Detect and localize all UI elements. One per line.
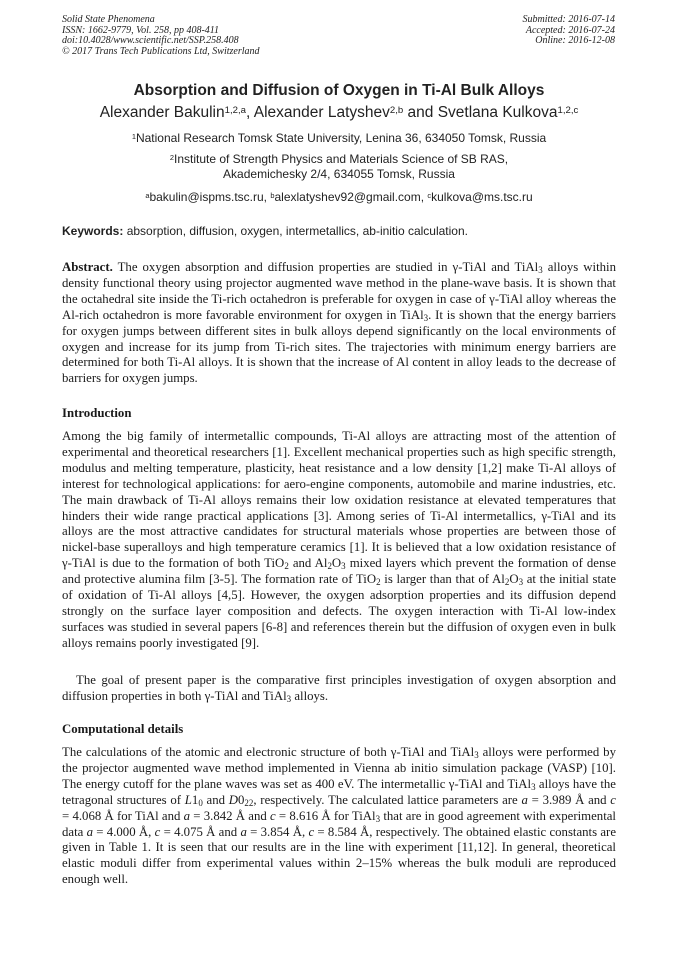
body-text: alloys. — [291, 688, 329, 703]
subscript: 2 — [327, 561, 332, 572]
keywords-label: Keywords: — [62, 224, 124, 238]
body-text: 1 — [191, 792, 199, 807]
italic-symbol: a — [521, 792, 528, 807]
email-address[interactable]: alexlatyshev92@gmail.com — [274, 190, 421, 204]
body-text: Among the big family of intermetallic compounds, Ti-Al alloys are attracting most of the attention of experimental and theoretical researchers [1]. Excellent mechanical properties such as high specific strength, modulus and melting temperature, plasticity, heat resistance and a low density [1,2] make Ti-Al alloys of interest for technological applications: for aero-engine components, automobile and marine industries, etc. The main drawback of Ti-Al alloys remains their low oxidation resistance at elevated temperatures that hinders their wide range practical applications [3]. Among series of Ti-Al intermetallics, γ-TiAl and its alloys are the most attractive candidates for structural materials whose properties are between those of nickel-base superalloys and high temperature ceramics [1]. It is believed that a low oxidation resistance of γ-TiAl is due to the formation of both TiO — [62, 429, 616, 571]
author-affiliation-mark: 2,b — [389, 104, 404, 116]
body-text: alloys have the tetragonal structures of — [62, 776, 616, 807]
body-text: mixed layers which prevent the formation of dense and protective alumina film [3-5]. The formation rate of TiO — [62, 556, 616, 587]
affiliation-1 — [0, 131, 678, 146]
author-name: Alexander Bakulin — [99, 104, 225, 121]
abstract-text: The oxygen absorption and diffusion properties are studied in γ-TiAl and TiAl — [112, 260, 539, 274]
subscript: 3 — [538, 265, 543, 276]
subscript: 3 — [423, 312, 429, 323]
body-text: and Al — [288, 556, 328, 571]
italic-symbol: D — [228, 792, 239, 807]
computational-details-heading: Computational details — [62, 722, 184, 736]
paper-title: Absorption and Diffusion of Oxygen in Ti-Al Bulk Alloys — [133, 82, 545, 99]
keywords-line — [62, 224, 616, 238]
italic-symbol: c — [154, 824, 161, 839]
affiliation-text: National Research Tomsk State University, Lenina 36, 634050 Tomsk, Russia — [135, 131, 547, 145]
subscript: 3 — [375, 813, 381, 824]
introduction-paragraph-1 — [62, 429, 616, 652]
body-text: = 8.616 Å for TiAl — [275, 808, 376, 823]
affiliation-2 — [0, 152, 678, 182]
online-date: Online: 2016-12-08 — [535, 35, 615, 46]
subscript: 3 — [341, 561, 346, 572]
author-separator: , — [245, 104, 254, 121]
body-text: = 3.989 Å and — [527, 792, 611, 807]
doi-line: doi:10.4028/www.scientific.net/SSP.258.408 — [62, 35, 239, 46]
italic-symbol: c — [308, 824, 315, 839]
subscript: 0 — [198, 797, 203, 808]
italic-symbol: a — [240, 824, 247, 839]
subscript: 3 — [286, 694, 292, 705]
body-text: is larger than that of Al — [380, 572, 505, 587]
body-text: = 3.854 Å, — [246, 824, 309, 839]
subscript: 2 — [376, 577, 381, 588]
body-text: The calculations of the atomic and electronic structure of both γ-TiAl and TiAl — [62, 745, 475, 759]
subscript: 3 — [531, 782, 536, 793]
email-line — [0, 190, 678, 205]
keywords-text: absorption, diffusion, oxygen, intermetallics, ab-initio calculation. — [123, 224, 468, 238]
body-text: alloys were performed by the projector augmented wave method implemented in Vienna ab initio simulation package (VASP) [10]. The energy cutoff for the plane waves was set as 400 eV. The intermetallic γ-TiAl and TiAl — [62, 745, 616, 791]
accepted-date: Accepted: 2016-07-24 — [525, 24, 615, 36]
abstract-text: . It is shown that the energy barriers for oxygen jumps between different sites in bulk alloys depend significantly on the local environments of oxygen and increase for its jump from Ti-rich sites. The trajectories with minimum energy barriers are determined for both Ti-Al alloys. It is shown that the increase of Al content in alloy leads to the decrease of barriers for oxygen jumps. — [62, 307, 617, 386]
subscript: 2 — [284, 561, 289, 572]
body-text: at the initial state of oxidation of Ti-Al alloys [4,5]. However, the oxygen adsorption properties and its diffusion depend strongly on the surface layer composition and defects. The oxygen interaction with Ti-Al low-index surfaces was studied in several papers [6-8] and references therein but the diffusion of oxygen even in bulk alloys remains poorly investigated [9]. — [62, 572, 617, 650]
affiliation-address: Akademichesky 2/4, 634055 Tomsk, Russia — [223, 167, 455, 181]
body-text: The goal of present paper is the comparative first principles investigation of oxygen absorption and diffusion properties in both γ-TiAl and TiAl — [62, 673, 616, 703]
affiliation-mark: 2 — [169, 152, 174, 162]
journal-header-right — [523, 15, 616, 47]
email-mark: a — [145, 190, 150, 200]
body-text: = 4.068 Å for TiAl and — [62, 808, 184, 823]
affiliation-mark: 1 — [131, 131, 136, 141]
abstract-paragraph — [62, 260, 616, 387]
body-text: that are in good agreement with experimental data — [62, 808, 616, 839]
italic-symbol: c — [270, 808, 276, 823]
email-address[interactable]: kulkova@ms.tsc.ru — [431, 190, 533, 204]
italic-symbol: a — [183, 808, 191, 823]
italic-symbol: c — [610, 792, 616, 807]
email-address[interactable]: bakulin@ispms.tsc.ru — [149, 190, 264, 204]
subscript: 22 — [244, 797, 254, 808]
body-text: = 8.584 Å, respectively. The obtained elastic constants are given in Table 1. It is seen that our results are in the line with experiment [11,12]. In general, theoretical elastic moduli differ from experimental values within 2–15% whereas the bulk moduli are reproduced enough well. — [62, 824, 617, 887]
author-name: Svetlana Kulkova — [437, 104, 558, 121]
body-text: O — [331, 556, 342, 571]
journal-header-left — [62, 15, 260, 57]
computational-details-paragraph — [62, 745, 616, 888]
copyright-line: © 2017 Trans Tech Publications Ltd, Switzerland — [62, 45, 260, 57]
author-affiliation-mark: 1,2,a — [224, 104, 246, 116]
affiliation-text: Institute of Strength Physics and Materials Science of SB RAS, — [173, 152, 509, 166]
author-name: Alexander Latyshev — [253, 104, 390, 121]
subscript: 3 — [474, 750, 479, 761]
submitted-date: Submitted: 2016-07-14 — [522, 14, 615, 25]
body-text: = 3.842 Å and — [190, 808, 270, 823]
issn-line: ISSN: 1662-9779, Vol. 258, pp 408-411 — [62, 24, 220, 36]
italic-symbol: a — [86, 824, 94, 839]
email-mark: b — [270, 190, 275, 200]
journal-name: Solid State Phenomena — [62, 14, 155, 25]
body-text: = 4.000 Å, — [93, 824, 155, 839]
italic-symbol: L — [184, 792, 192, 807]
subscript: 2 — [504, 577, 510, 588]
author-affiliation-mark: 1,2,c — [557, 104, 579, 116]
abstract-label: Abstract. — [62, 260, 113, 274]
body-text: , respectively. The calculated lattice parameters are — [253, 792, 522, 807]
introduction-heading: Introduction — [62, 406, 132, 420]
email-mark: c — [427, 190, 432, 200]
introduction-paragraph-2 — [62, 673, 616, 705]
body-text: 0 — [238, 792, 245, 807]
body-text: = 4.075 Å and — [160, 824, 241, 839]
body-text: and — [202, 792, 229, 807]
body-text: O — [509, 572, 519, 587]
subscript: 3 — [518, 577, 524, 588]
email-separator: , — [420, 190, 428, 204]
email-separator: , — [263, 190, 271, 204]
author-list — [0, 104, 678, 122]
author-separator: and — [403, 104, 438, 121]
abstract-text: alloys within density functional theory using projector augmented wave method in the plane-wave basis. It is shown that the octahedral site inside the Ti-rich octahedron is preferable for oxygen in case of γ-TiAl alloy whereas the Al-rich octahedron is more favorable environment for oxygen in TiAl — [62, 260, 617, 322]
